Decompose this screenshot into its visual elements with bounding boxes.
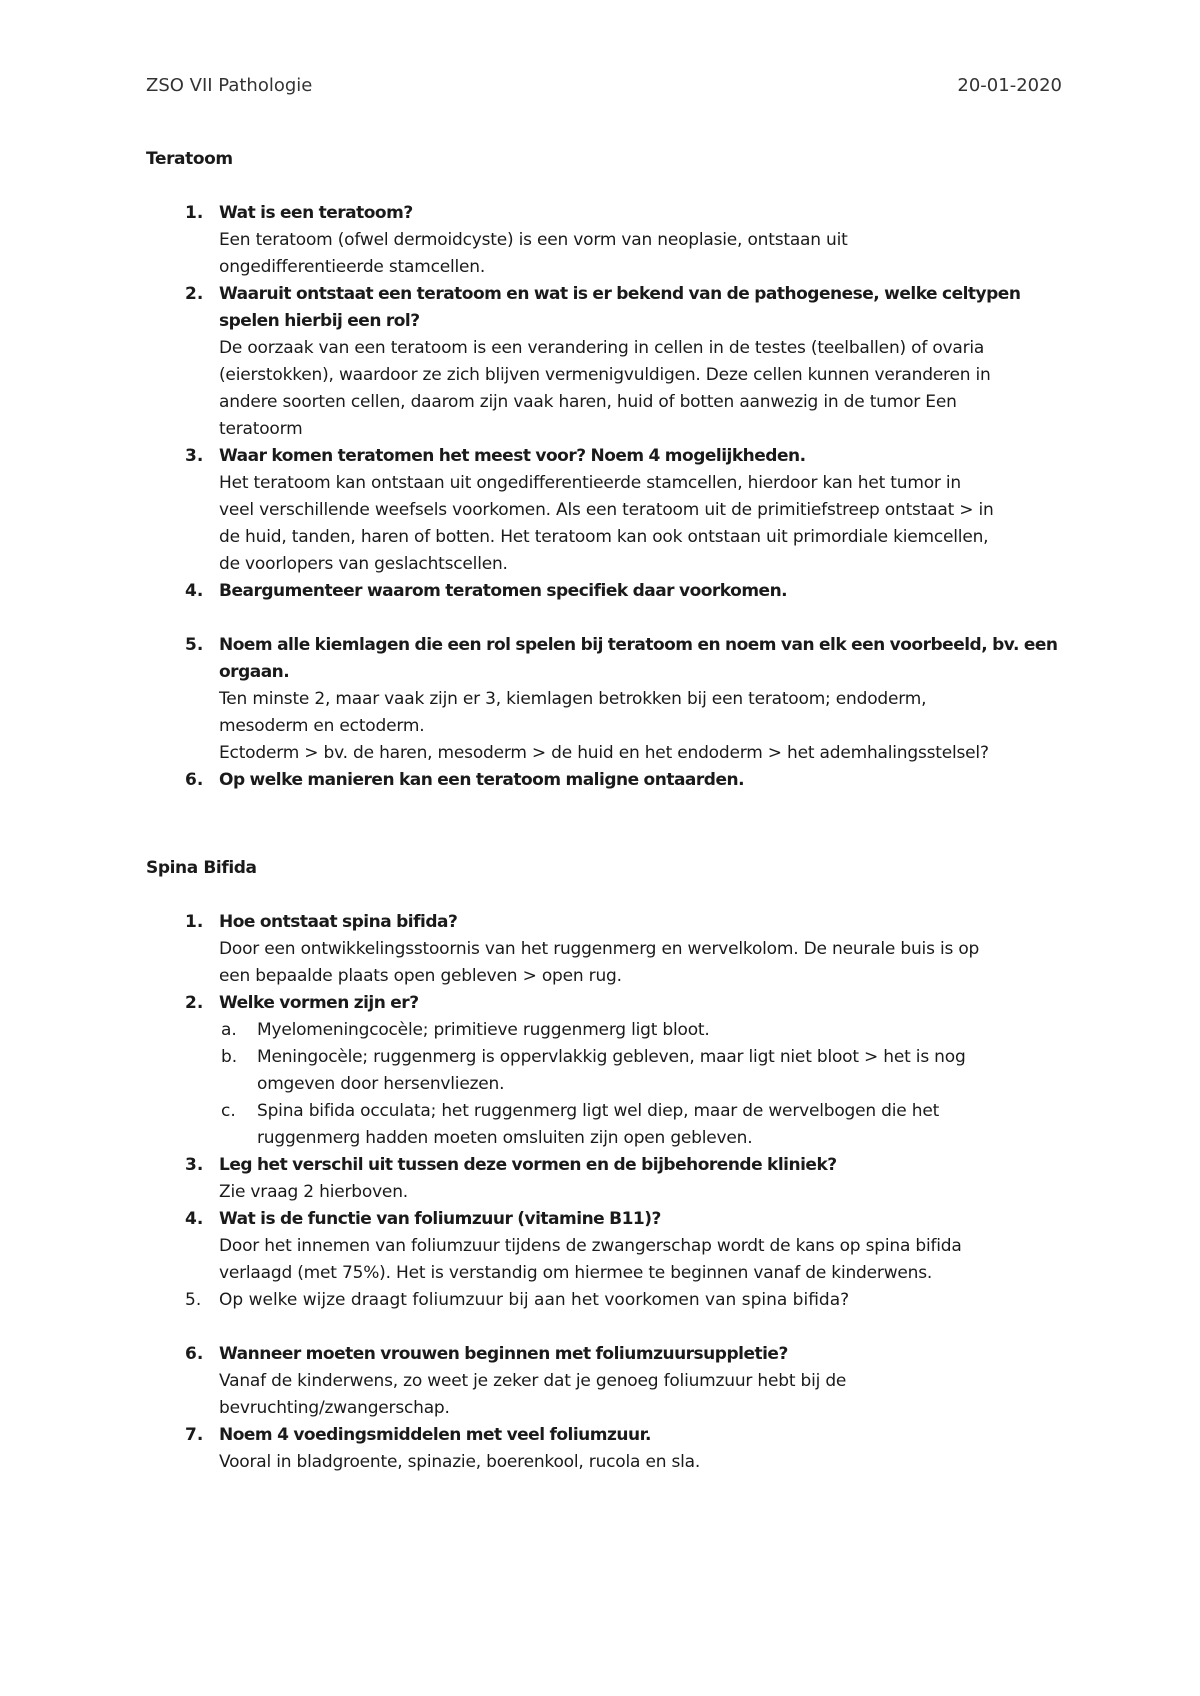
answer-line: Een teratoom (ofwel dermoidcyste) is een vorm van neoplasie, ontstaan uit — [219, 230, 848, 250]
question-number: 5. — [185, 1290, 202, 1310]
spina-question-3 — [185, 1152, 1065, 1206]
question-text: orgaan. — [219, 662, 290, 682]
spina-question-1 — [185, 909, 1065, 990]
page-header — [146, 72, 1062, 100]
answer-line: Zie vraag 2 hierboven. — [219, 1182, 408, 1202]
sub-item-line: Myelomeningcocèle; primitieve ruggenmerg ligt bloot. — [257, 1020, 710, 1040]
sub-item-b — [221, 1044, 1065, 1098]
sub-item-letter: b. — [221, 1047, 238, 1067]
spina-question-5 — [185, 1287, 1065, 1314]
answer-line: veel verschillende weefsels voorkomen. Als een teratoom uit de primitiefstreep ontstaat > in — [219, 500, 994, 520]
answer-line: Door een ontwikkelingsstoornis van het ruggenmerg en wervelkolom. De neurale buis is op — [219, 939, 980, 959]
question-number: 6. — [185, 770, 204, 790]
answer-line: Het teratoom kan ontstaan uit ongedifferentieerde stamcellen, hierdoor kan het tumor in — [219, 473, 961, 493]
question-text: spelen hierbij een rol? — [219, 311, 420, 331]
question-number: 4. — [185, 1209, 204, 1229]
question-text: Noem 4 voedingsmiddelen met veel foliumzuur. — [219, 1425, 652, 1445]
question-text: Welke vormen zijn er? — [219, 993, 419, 1013]
answer-line: De oorzaak van een teratoom is een verandering in cellen in de testes (teelballen) of ovaria — [219, 338, 985, 358]
answer-line: teratoorm — [219, 419, 303, 439]
answer-line: de voorlopers van geslachtscellen. — [219, 554, 508, 574]
answer-line: mesoderm en ectoderm. — [219, 716, 425, 736]
sub-item-line: Spina bifida occulata; het ruggenmerg ligt wel diep, maar de wervelbogen die het — [257, 1101, 940, 1121]
answer-line: een bepaalde plaats open gebleven > open rug. — [219, 966, 622, 986]
header-date: 20-01-2020 — [957, 75, 1062, 96]
question-number: 3. — [185, 1155, 204, 1175]
answer-line: Door het innemen van foliumzuur tijdens de zwangerschap wordt de kans op spina bifida — [219, 1236, 962, 1256]
question-text: Waaruit ontstaat een teratoom en wat is er bekend van de pathogenese, welke celtypen — [219, 284, 1021, 304]
question-text: Waar komen teratomen het meest voor? Noem 4 mogelijkheden. — [219, 446, 806, 466]
sub-item-letter: a. — [221, 1020, 237, 1040]
sub-item-line: ruggenmerg hadden moeten omsluiten zijn open gebleven. — [257, 1128, 753, 1148]
teratoom-question-6 — [185, 767, 1065, 794]
teratoom-question-2 — [185, 281, 1065, 443]
answer-line: Ten minste 2, maar vaak zijn er 3, kiemlagen betrokken bij een teratoom; endoderm, — [219, 689, 927, 709]
spina-question-7 — [185, 1422, 1065, 1476]
question-text: Wanneer moeten vrouwen beginnen met foliumzuursuppletie? — [219, 1344, 788, 1364]
question-number: 7. — [185, 1425, 204, 1445]
spina-question-6 — [185, 1341, 1065, 1422]
question-number: 2. — [185, 284, 204, 304]
question-number: 6. — [185, 1344, 204, 1364]
answer-line: ongedifferentieerde stamcellen. — [219, 257, 486, 277]
sub-item-c — [221, 1098, 1065, 1152]
sub-item-line: omgeven door hersenvliezen. — [257, 1074, 505, 1094]
teratoom-question-1 — [185, 200, 1065, 281]
question-text: Wat is een teratoom? — [219, 203, 413, 223]
question-text: Op welke wijze draagt foliumzuur bij aan het voorkomen van spina bifida? — [219, 1290, 850, 1310]
spina-question-2 — [185, 990, 1065, 1152]
answer-line: Vanaf de kinderwens, zo weet je zeker dat je genoeg foliumzuur hebt bij de — [219, 1371, 847, 1391]
teratoom-question-5 — [185, 632, 1065, 767]
answer-line: de huid, tanden, haren of botten. Het teratoom kan ook ontstaan uit primordiale kiemcellen, — [219, 527, 989, 547]
question-text: Op welke manieren kan een teratoom maligne ontaarden. — [219, 770, 745, 790]
question-text: Noem alle kiemlagen die een rol spelen bij teratoom en noem van elk een voorbeeld, bv. een — [219, 635, 1058, 655]
answer-line: (eierstokken), waardoor ze zich blijven vermenigvuldigen. Deze cellen kunnen veranderen in — [219, 365, 991, 385]
answer-line: andere soorten cellen, daarom zijn vaak haren, huid of botten aanwezig in de tumor Een — [219, 392, 957, 412]
section-title-teratoom: Teratoom — [146, 149, 233, 169]
teratoom-question-3 — [185, 443, 1065, 578]
sub-item-line: Meningocèle; ruggenmerg is oppervlakkig gebleven, maar ligt niet bloot > het is nog — [257, 1047, 966, 1067]
spina-question-4 — [185, 1206, 1065, 1287]
answer-line: Ectoderm > bv. de haren, mesoderm > de huid en het endoderm > het ademhalingsstelsel? — [219, 743, 989, 763]
teratoom-question-4 — [185, 578, 1065, 605]
question-number: 4. — [185, 581, 204, 601]
answer-line: bevruchting/zwangerschap. — [219, 1398, 450, 1418]
header-course-title: ZSO VII Pathologie — [146, 75, 313, 96]
question-number: 1. — [185, 912, 204, 932]
question-text: Leg het verschil uit tussen deze vormen en de bijbehorende kliniek? — [219, 1155, 837, 1175]
sub-item-a — [221, 1017, 1065, 1044]
question-text: Wat is de functie van foliumzuur (vitamine B11)? — [219, 1209, 661, 1229]
question-text: Hoe ontstaat spina bifida? — [219, 912, 458, 932]
question-number: 5. — [185, 635, 204, 655]
answer-line: verlaagd (met 75%). Het is verstandig om hiermee te beginnen vanaf de kinderwens. — [219, 1263, 933, 1283]
answer-line: Vooral in bladgroente, spinazie, boerenkool, rucola en sla. — [219, 1452, 701, 1472]
question-number: 2. — [185, 993, 204, 1013]
sub-item-letter: c. — [221, 1101, 236, 1121]
question-number: 3. — [185, 446, 204, 466]
section-title-spina-bifida: Spina Bifida — [146, 858, 257, 878]
question-number: 1. — [185, 203, 204, 223]
question-text: Beargumenteer waarom teratomen specifiek daar voorkomen. — [219, 581, 788, 601]
